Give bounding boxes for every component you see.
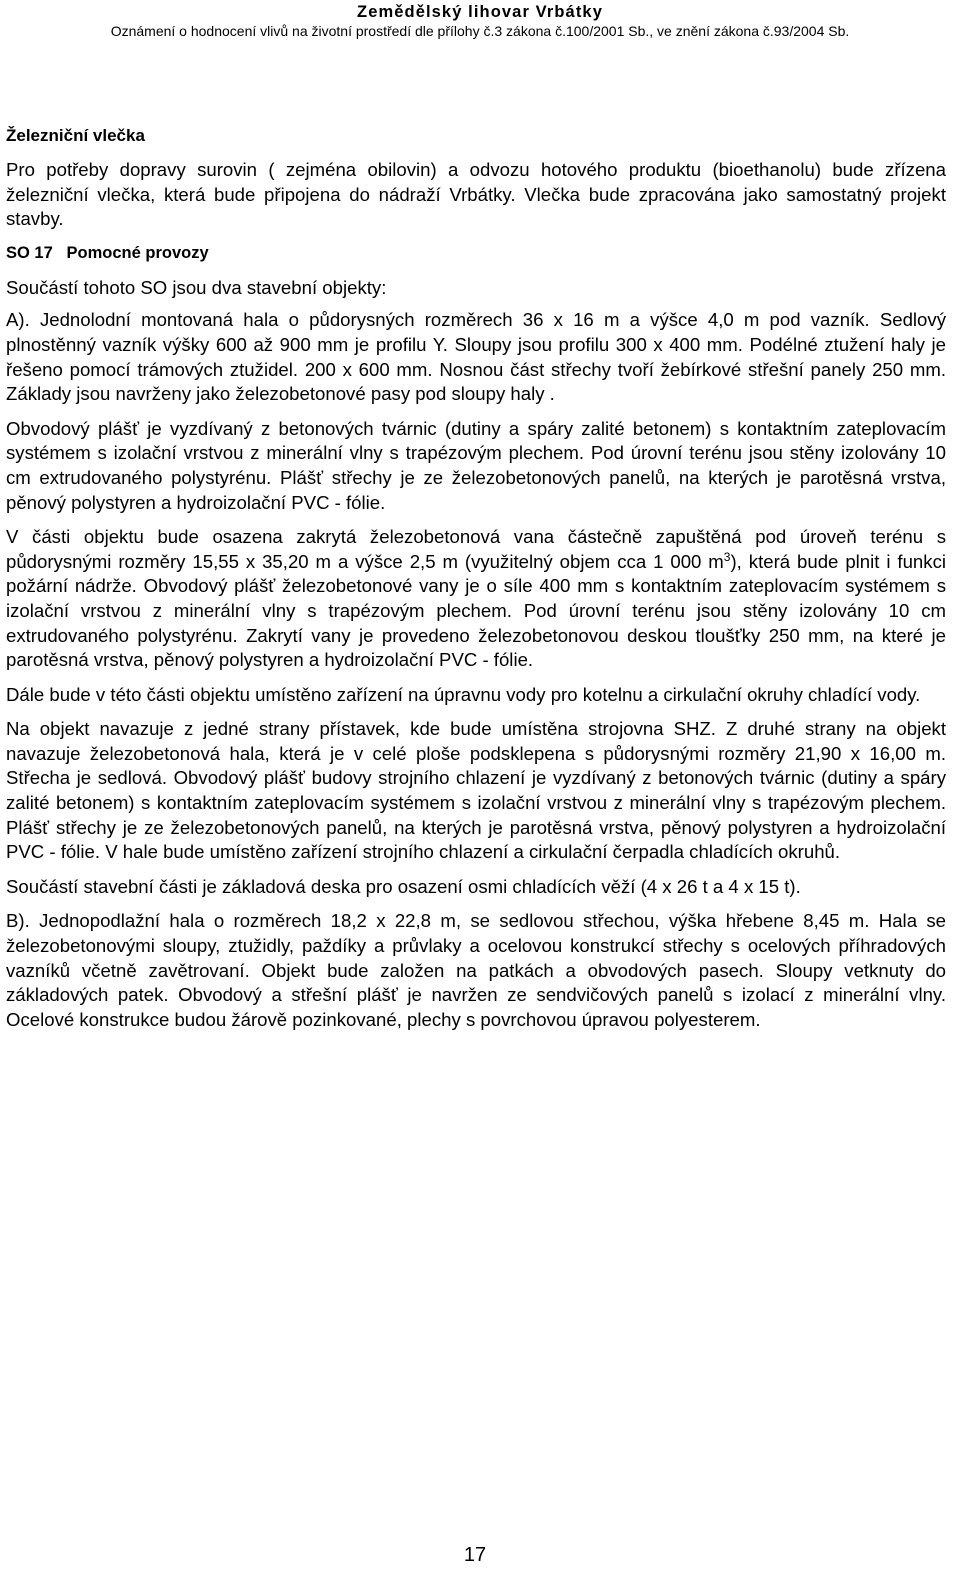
paragraph-object-a: A). Jednolodní montovaná hala o půdorysných rozměrech 36 x 16 m a výšce 4,0 m pod vazník. Sedlový plnostěnný vazník výšky 600 až 900 mm je profilu Y. Sloupy jsou profilu 300 x 400 mm. Podélné ztužení haly je řešeno pomocí trámových ztužidel. 200 x 600 mm. Nosnou část střechy tvoří žebírkové střešní panely 250 mm. Základy jsou navrženy jako železobetonové pasy pod sloupy haly . [6,309,946,405]
paragraph-foundation-slab: Součástí stavební části je základová deska pro osazení osmi chladících věží (4 x 26 t a 4 x 15 t). [6,875,801,897]
paragraph-water-treatment: Dále bude v této části objektu umístěno zařízení na úpravnu vody pro kotelnu a cirkulační okruhy chladící vody. [6,683,921,705]
document-body [6,125,946,1042]
document-header-title: Zemědělský lihovar Vrbátky [357,3,603,21]
section-heading-railway-siding: Železniční vlečka [6,126,145,145]
paragraph-shz-annex: Na objekt navazuje z jedné strany přístavek, kde bude umístěna strojovna SHZ. Z druhé strany na objekt navazuje železobetonová hala, která je v celé ploše podsklepena s půdorysnými rozměry 21,90 x 16,00 m. Střecha je sedlová. Obvodový plášť budovy strojního chlazení je vyzdívaný z betonových tvárnic (dutiny a spáry zalité betonem) s kontaktním zateplovacím systémem s izolační vrstvou z minerální vlny s trapézovým plechem. Plášť střechy je ze železobetonových panelů, na kterých je parotěsná vrstva, pěnový polystyren a hydroizolační PVC - fólie. V hale bude umístěno zařízení strojního chlazení a cirkulační čerpadla chladících okruhů. [6,718,946,863]
paragraph-so17-intro: Součástí tohoto SO jsou dva stavební objekty: [6,276,387,298]
paragraph-tank [6,525,946,673]
paragraph-object-b: B). Jednopodlažní hala o rozměrech 18,2 x 22,8 m, se sedlovou střechou, výška hřebene 8,45 m. Hala se železobetonovými sloupy, ztužidly, paždíky a průvlaky a ocelovou konstrukcí střechy s ocelových příhradových vazníků včetně zavětrovaní. Objekt bude založen na patkách a obvodových pasech. Sloupy vetknuty do základových patek. Obvodový a střešní plášť je navržen ze sendvičových panelů s izolací z minerální vlny. Ocelové konstrukce budou žárově pozinkované, plechy s povrchovou úpravou polyesterem. [6,910,946,1030]
section-heading-so17: SO 17 Pomocné provozy [6,243,209,262]
paragraph-cladding: Obvodový plášť je vyzdívaný z betonových tvárnic (dutiny a spáry zalité betonem) s kontaktním zateplovacím systémem s izolační vrstvou z minerální vlny s trapézovým plechem. Pod úrovní terénu jsou stěny izolovány 10 cm extrudovaného polystyrénu. Plášť střechy je ze železobetonových panelů, na kterých je parotěsná vrstva, pěnový polystyren a hydroizolační PVC - fólie. [6,417,946,513]
superscript-3: 3 [723,549,731,564]
page-number: 17 [463,1544,487,1566]
document-header-subtitle: Oznámení o hodnocení vlivů na životní prostředí dle přílohy č.3 zákona č.100/2001 Sb., ve znění zákona č.93/2004 Sb. [110,23,850,39]
tank-text-before: V části objektu bude osazena zakrytá železobetonová vana částečně zapuštěná pod úroveň terénu s půdorysnými rozměry 15,55 x 35,20 m a výšce 2,5 m (využitelný objem cca 1 000 m [6,526,946,572]
page-header [0,2,960,40]
tank-text-after: ), která bude plnit i funkci požární nádrže. Obvodový plášť železobetonové vany je o síle 400 mm s kontaktním zateplovacím systémem s izolační vrstvou z minerální vlny s trapézovým plechem. Pod úrovní terénu jsou stěny izolovány 10 cm extrudovaného polystyrénu. Zakrytí vany je provedeno železobetonovou deskou tloušťky 250 mm, na které je parotěsná vrstva, pěnový polystyren a hydroizolační PVC - fólie. [6,550,946,671]
paragraph-railway-siding: Pro potřeby dopravy surovin ( zejména obilovin) a odvozu hotového produktu (bioethanolu) bude zřízena železniční vlečka, která bude připojena do nádraží Vrbátky. Vlečka bude zpracována jako samostatný projekt stavby. [6,159,946,230]
